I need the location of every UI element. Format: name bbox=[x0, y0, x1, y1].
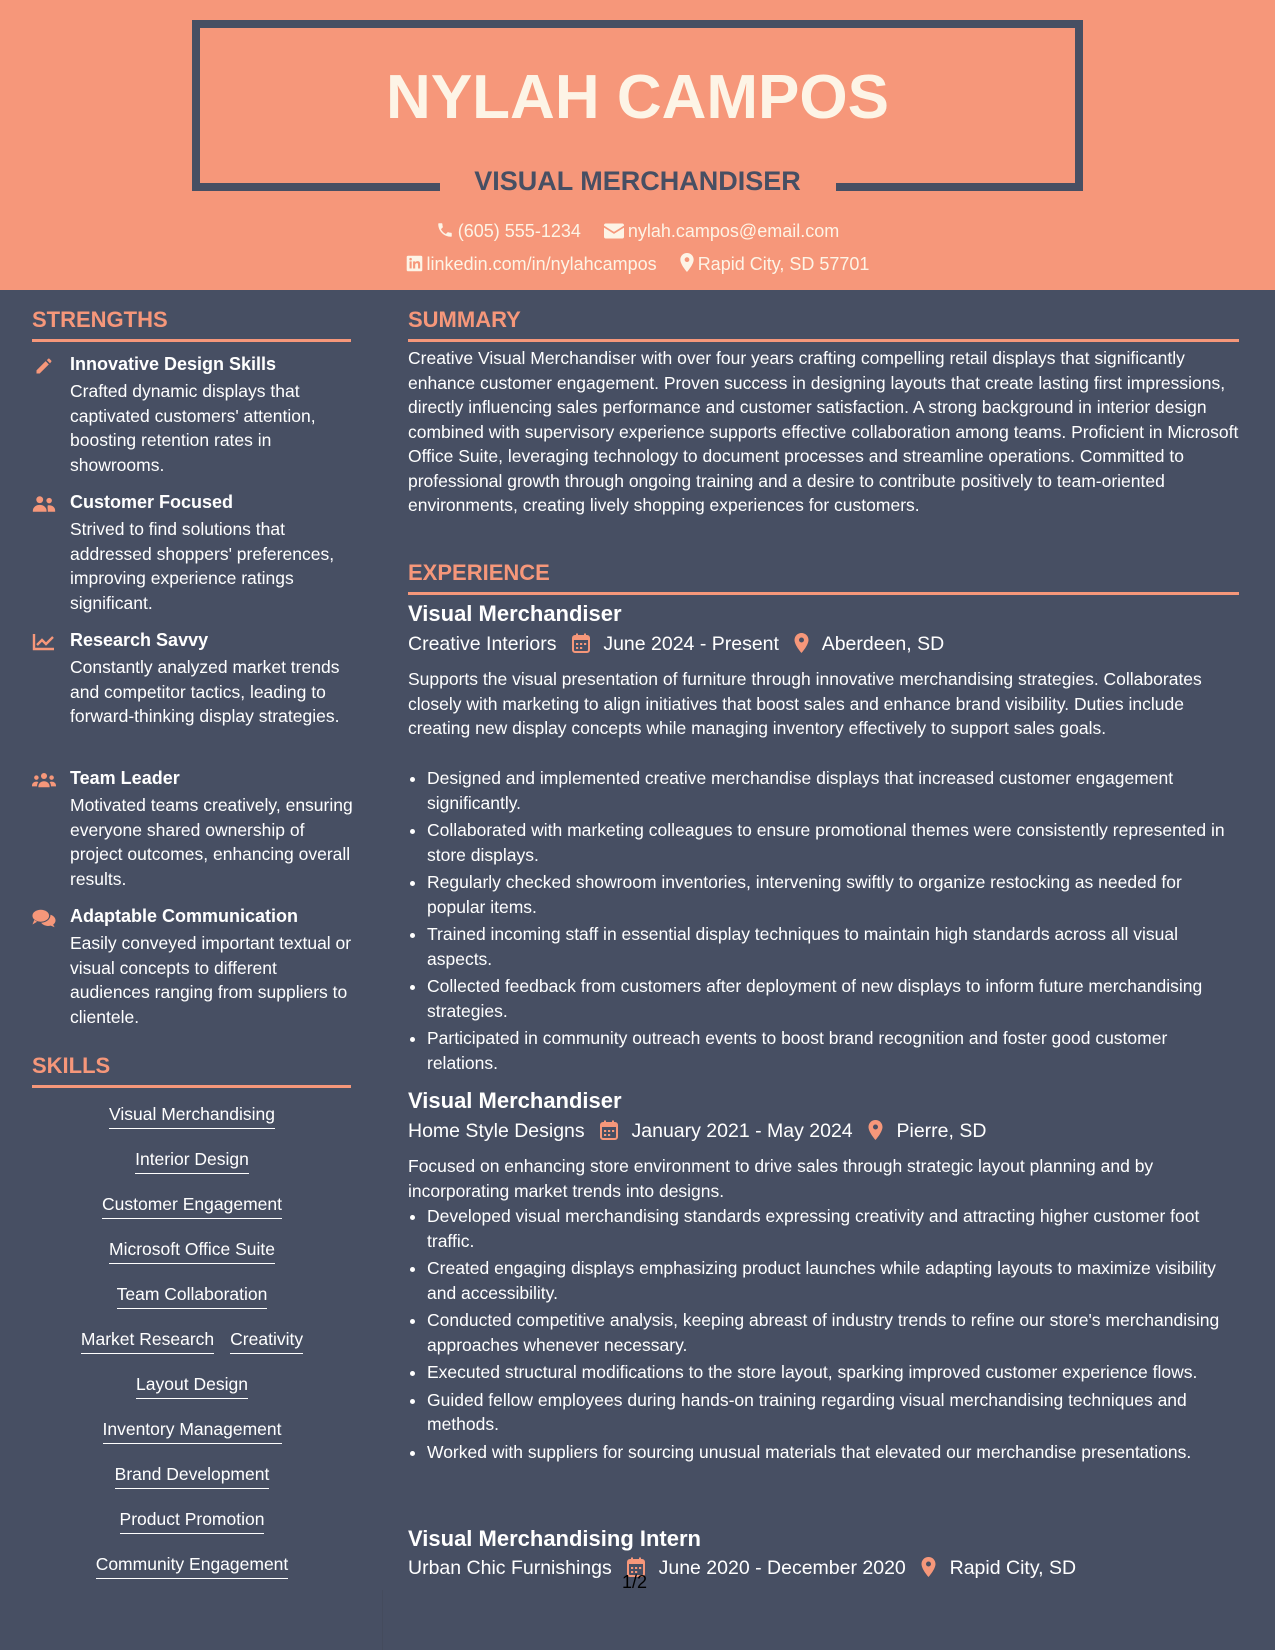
summary-text: Creative Visual Merchandiser with over four years crafting compelling retail displays that significantly enhance customer engagement. Proven success in designing layouts that create lasting first impressions, directly influencing sales performance and customer satisfaction. A strong background in interior design combined with supervisory experience supports effective collaboration among teams. Proficient in Microsoft Office Suite, leveraging technology to document processes and streamline operations. Committed to professional growth through ongoing training and a desire to contribute positively to team-oriented environments, creating lively shopping experiences for customers. bbox=[408, 348, 1239, 515]
calendar-icon bbox=[572, 633, 590, 653]
phone-text: (605) 555-1234 bbox=[457, 221, 581, 241]
strength-title: Customer Focused bbox=[70, 492, 234, 512]
job-description: Supports the visual presentation of furniture through innovative merchandising strategies. Collaborates closely with marketing to align initiatives that boost sales and enhance brand visibility. Duties include creating new display concepts while managing inventory effectively to support sales goals. bbox=[408, 669, 1202, 738]
bullet-item: • Conducted competitive analysis, keeping abreast of industry trends to refine our store's merchandising approaches whenever necessary. bbox=[427, 1308, 1242, 1357]
pencil-icon bbox=[32, 356, 56, 376]
job-dates: January 2021 - May 2024 bbox=[631, 1120, 853, 1142]
skill-row bbox=[32, 1329, 352, 1354]
email-text: nylah.campos@email.com bbox=[627, 221, 840, 241]
job-meta bbox=[408, 1557, 1076, 1580]
job-title: Visual Merchandiser bbox=[408, 1088, 622, 1113]
skill-tag: Brand Development bbox=[115, 1464, 270, 1489]
linkedin-icon bbox=[406, 255, 423, 272]
email-item[interactable] bbox=[604, 221, 839, 242]
map-pin-icon bbox=[680, 253, 694, 272]
map-pin-icon bbox=[868, 1120, 883, 1140]
phone-item[interactable] bbox=[436, 221, 581, 242]
company-name: Urban Chic Furnishings bbox=[408, 1557, 612, 1579]
bullet-item: • Participated in community outreach events to boost brand recognition and foster good customer relations. bbox=[427, 1026, 1242, 1075]
skill-tag: Team Collaboration bbox=[117, 1284, 268, 1309]
skill-tag: Market Research bbox=[81, 1329, 214, 1354]
job-title: Visual Merchandiser bbox=[408, 601, 622, 626]
resume-header bbox=[0, 0, 1275, 290]
bullet-item: • Regularly checked showroom inventories, intervening swiftly to organize restocking as needed for popular items. bbox=[427, 870, 1242, 919]
skill-tag: Community Engagement bbox=[96, 1554, 289, 1579]
skill-tag: Interior Design bbox=[135, 1149, 249, 1174]
location-item bbox=[680, 253, 870, 275]
skill-tag: Microsoft Office Suite bbox=[109, 1239, 275, 1264]
experience-heading: EXPERIENCE bbox=[408, 560, 1239, 595]
bullet-item: • Collaborated with marketing colleagues to ensure promotional themes were consistently represented in store displays. bbox=[427, 818, 1242, 867]
linkedin-item[interactable] bbox=[406, 254, 657, 275]
skill-row bbox=[32, 1239, 352, 1264]
strength-description: Crafted dynamic displays that captivated customers' attention, boosting retention rates in showrooms. bbox=[70, 381, 316, 475]
skill-tag: Customer Engagement bbox=[102, 1194, 282, 1219]
job-bullets bbox=[408, 1204, 1242, 1467]
strength-description: Easily conveyed important textual or visual concepts to different audiences ranging from suppliers to clientele. bbox=[70, 933, 352, 1027]
job-location: Rapid City, SD bbox=[949, 1557, 1077, 1579]
group-icon bbox=[32, 770, 56, 790]
summary-heading: SUMMARY bbox=[408, 307, 1239, 342]
page-number: 1/2 bbox=[622, 1572, 648, 1592]
skill-row bbox=[32, 1149, 352, 1174]
contact-row-1 bbox=[0, 221, 1275, 242]
skill-row bbox=[32, 1284, 352, 1309]
map-pin-icon bbox=[921, 1557, 936, 1577]
job-meta bbox=[408, 1120, 986, 1143]
skill-tag: Product Promotion bbox=[120, 1509, 265, 1534]
skill-row bbox=[32, 1194, 352, 1219]
skill-tag: Inventory Management bbox=[103, 1419, 282, 1444]
skill-row bbox=[32, 1464, 352, 1489]
skill-row bbox=[32, 1104, 352, 1129]
job-dates: June 2024 - Present bbox=[603, 633, 779, 655]
job-description: Focused on enhancing store environment to drive sales through strategic layout planning and by incorporating market trends into designs. bbox=[408, 1156, 1154, 1201]
comments-icon bbox=[32, 908, 56, 928]
bullet-item: • Executed structural modifications to the store layout, sparking improved customer experience flows. bbox=[427, 1360, 1242, 1385]
strength-title: Research Savvy bbox=[70, 630, 209, 650]
skills-heading: SKILLS bbox=[32, 1053, 351, 1088]
bullet-item: • Developed visual merchandising standards expressing creativity and attracting higher customer foot traffic. bbox=[427, 1204, 1242, 1253]
strength-description: Strived to find solutions that addressed shoppers' preferences, improving experience ratings significant. bbox=[70, 519, 335, 613]
strength-description: Motivated teams creatively, ensuring everyone shared ownership of project outcomes, enhancing overall results. bbox=[70, 795, 353, 889]
strengths-heading: STRENGTHS bbox=[32, 307, 351, 342]
candidate-name: NYLAH CAMPOS bbox=[386, 63, 889, 132]
bullet-item: • Guided fellow employees during hands-on training regarding visual merchandising techniques and methods. bbox=[427, 1388, 1242, 1437]
skill-row bbox=[32, 1554, 352, 1579]
bullet-item: • Trained incoming staff in essential display techniques to maintain high standards across all visual aspects. bbox=[427, 922, 1242, 971]
strength-description: Constantly analyzed market trends and competitor tactics, leading to forward-thinking display strategies. bbox=[70, 657, 340, 726]
job-meta bbox=[408, 633, 944, 656]
company-name: Creative Interiors bbox=[408, 633, 557, 655]
job-title: Visual Merchandising Intern bbox=[408, 1526, 701, 1551]
job-dates: June 2020 - December 2020 bbox=[658, 1557, 906, 1579]
column-divider bbox=[382, 1590, 383, 1650]
calendar-icon bbox=[600, 1120, 618, 1140]
strength-title: Team Leader bbox=[70, 768, 180, 788]
job-bullets bbox=[408, 766, 1242, 1078]
chart-line-icon bbox=[32, 632, 56, 652]
map-pin-icon bbox=[794, 633, 809, 653]
skill-row bbox=[32, 1419, 352, 1444]
bullet-item: • Created engaging displays emphasizing product launches while adapting layouts to maximize visibility and accessibility. bbox=[427, 1256, 1242, 1305]
bullet-item: • Designed and implemented creative merchandise displays that increased customer engagement significantly. bbox=[427, 766, 1242, 815]
location-text: Rapid City, SD 57701 bbox=[697, 254, 870, 274]
skill-tag: Layout Design bbox=[136, 1374, 248, 1399]
skill-row bbox=[32, 1509, 352, 1534]
phone-icon bbox=[436, 221, 454, 239]
strength-title: Innovative Design Skills bbox=[70, 354, 277, 374]
linkedin-text: linkedin.com/in/nylahcampos bbox=[426, 254, 657, 274]
users-icon bbox=[32, 494, 56, 514]
bullet-item: • Collected feedback from customers after deployment of new displays to inform future merchandising strategies. bbox=[427, 974, 1242, 1023]
strength-title: Adaptable Communication bbox=[70, 906, 299, 926]
envelope-icon bbox=[604, 223, 624, 239]
skill-tag: Creativity bbox=[230, 1329, 303, 1354]
candidate-title: VISUAL MERCHANDISER bbox=[474, 166, 801, 196]
contact-row-2 bbox=[0, 253, 1275, 275]
skill-row bbox=[32, 1374, 352, 1399]
bullet-item: • Worked with suppliers for sourcing unusual materials that elevated our merchandise presentations. bbox=[427, 1440, 1242, 1465]
job-location: Pierre, SD bbox=[896, 1120, 987, 1142]
company-name: Home Style Designs bbox=[408, 1120, 585, 1142]
job-location: Aberdeen, SD bbox=[821, 633, 945, 655]
skill-tag: Visual Merchandising bbox=[109, 1104, 275, 1129]
